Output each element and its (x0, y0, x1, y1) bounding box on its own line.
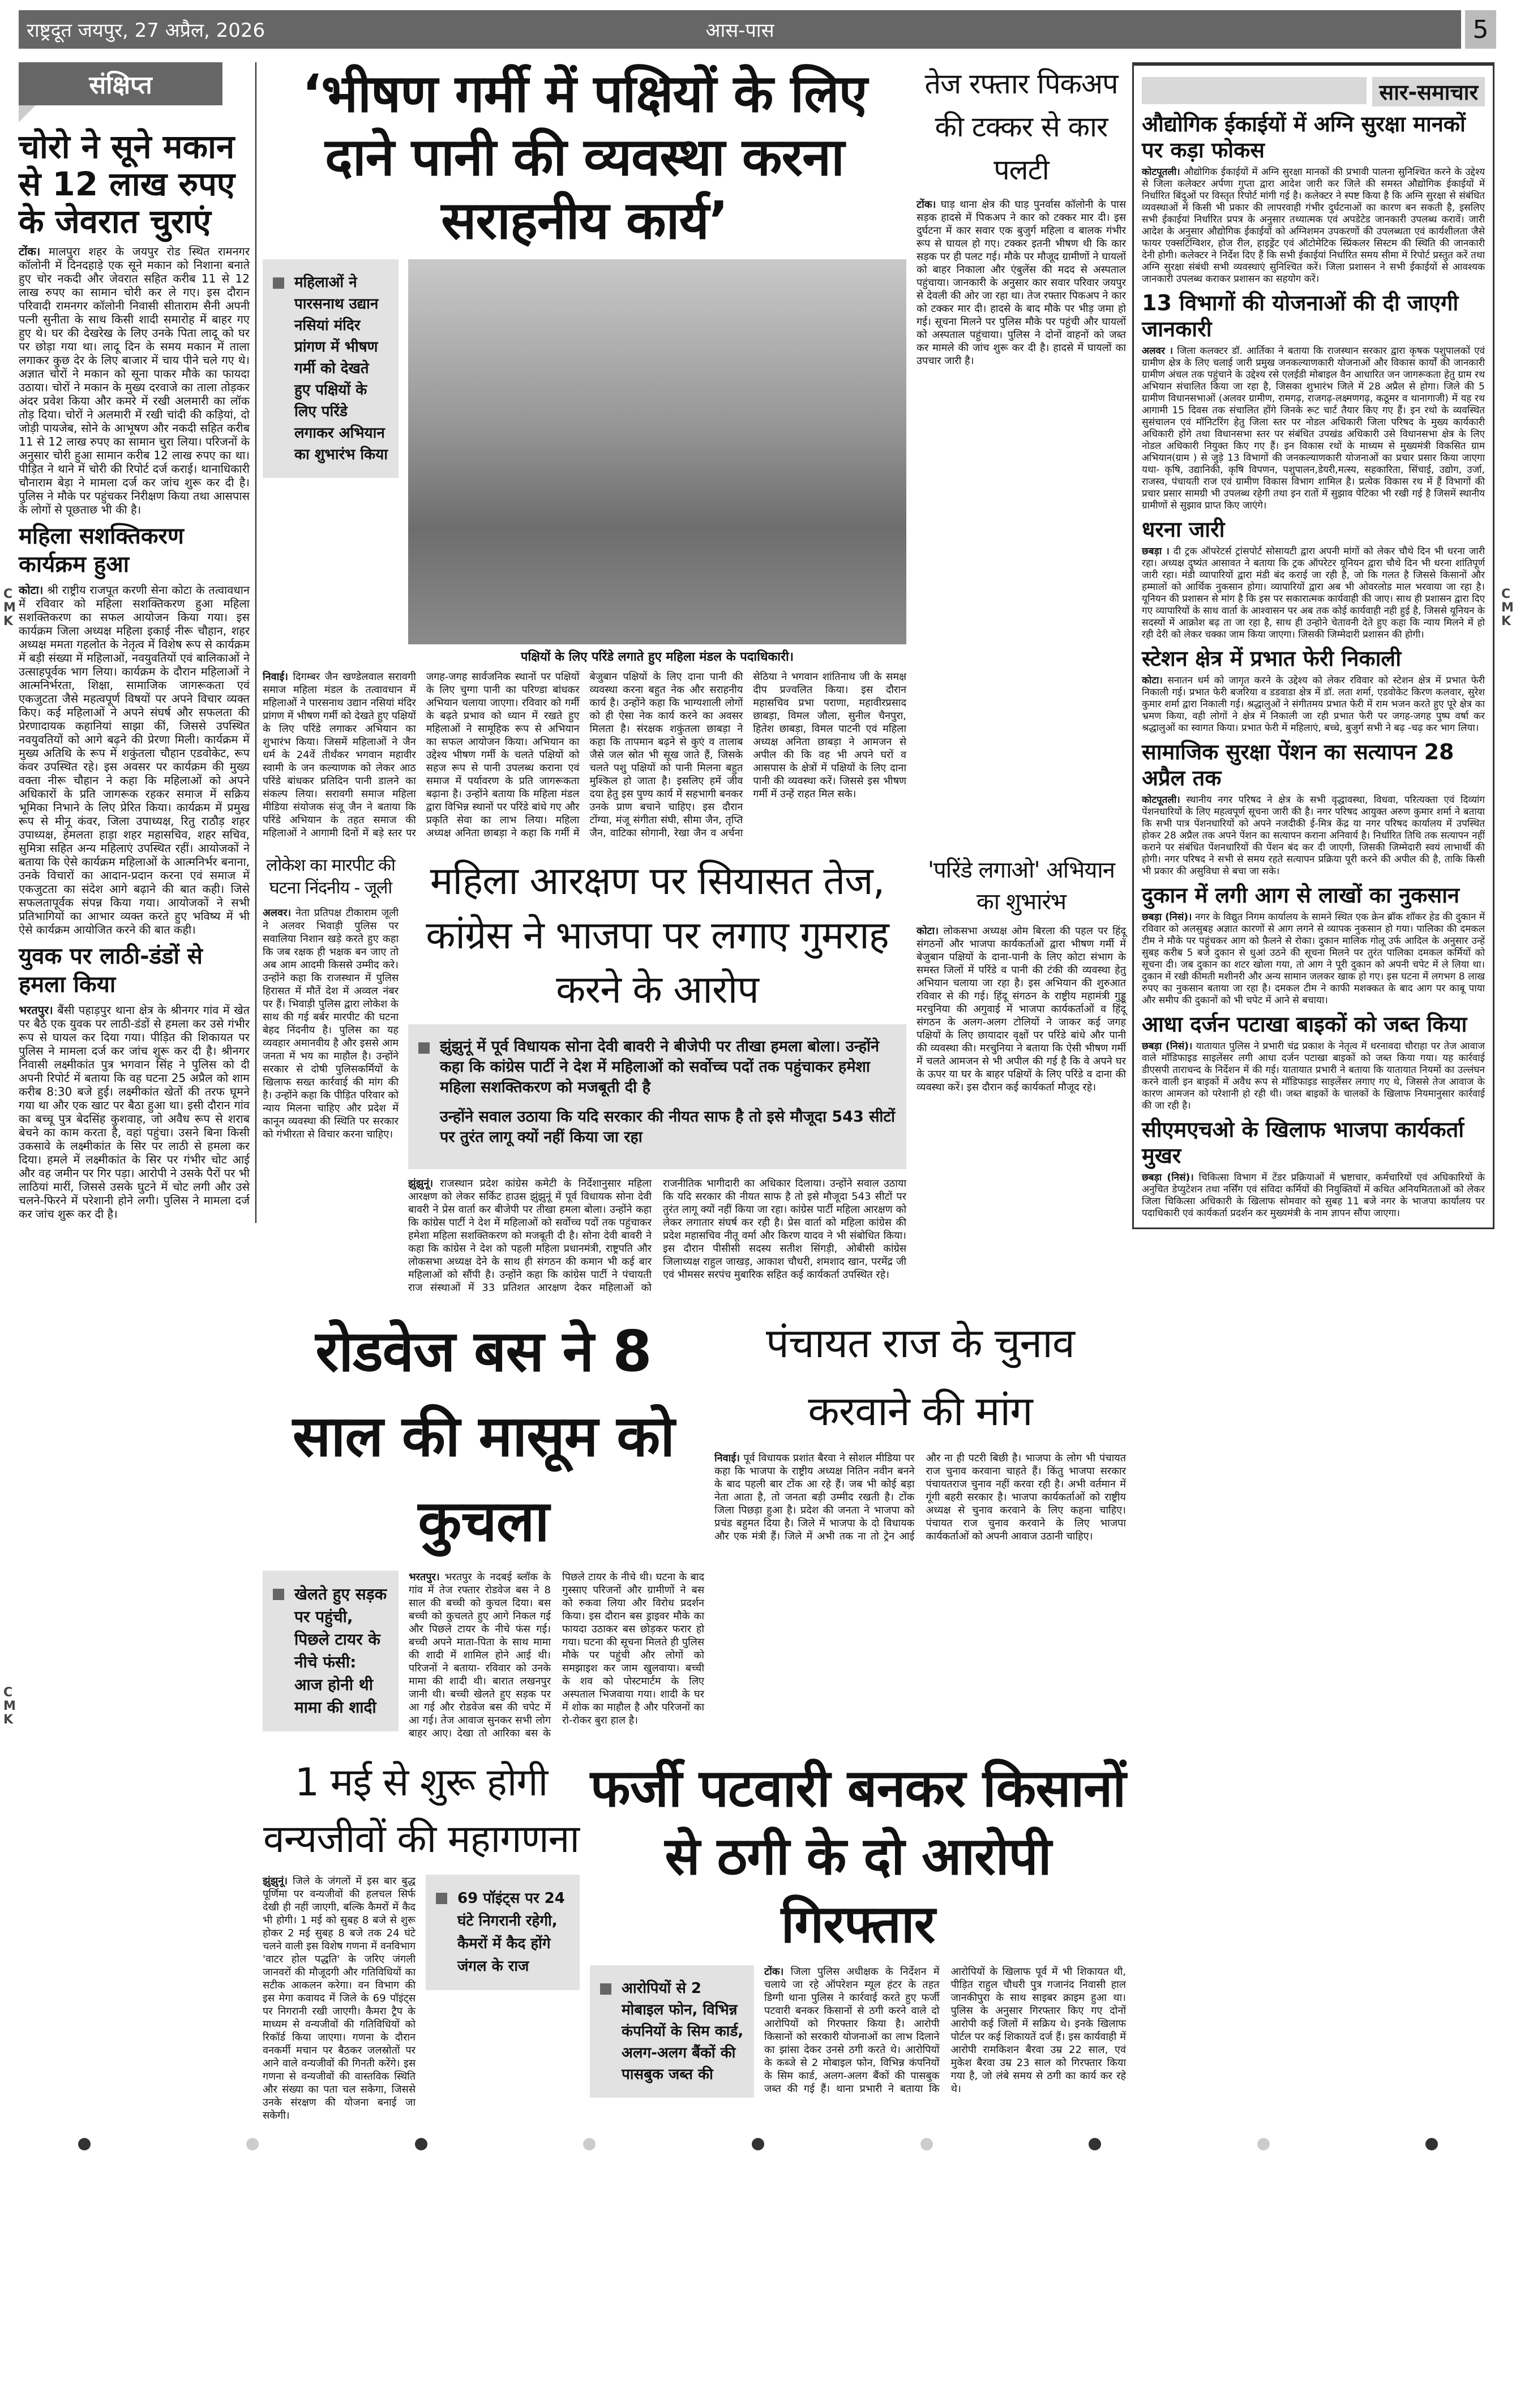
headline: स्टेशन क्षेत्र में प्रभात फेरी निकाली (1142, 646, 1402, 671)
brief-tag: संक्षिप्त (19, 62, 222, 105)
quote-bullet: उन्होंने सवाल उठाया कि यदि सरकार की नीयत साफ है तो इसे मौजूदा 543 सीटों पर तुरंत लागू क्यों नहीं किया जा रहा (440, 1108, 896, 1146)
headline: चोरो ने सूने मकान से 12 लाख रुपए के जेवरात चुराएं (19, 127, 235, 241)
row-wildlife (263, 1755, 1126, 2124)
brief-article (1142, 1011, 1485, 1112)
article-body: टोंक। घाड़ थाना क्षेत्र की घाड़ पुनर्वास कॉलोनी के पास सड़क हादसे में पिकअप ने कार को टक्कर मार दी। इस दुर्घटना में कार सवार एक बुजुर्ग महिला व बालक गंभीर रूप से घायल हो गए। टक्कर इतनी भीषण थी कि कार सड़क पर ही पलट गई। मौके पर मौजूद ग्रामीणों ने घायलों को बाहर निकाला और एंबुलेंस की मदद से अस्पताल पहुंचाया। जानकारी के अनुसार कार सवार परिवार जयपुर से देवली की ओर जा रहा था। तेज रफ्तार पिकअप ने कार को टक्कर मार दी। हादसे के बाद मौके पर भीड़ जमा हो गई। सूचना मिलने पर पुलिस मौके पर पहुंची और घायलों को अस्पताल पहुंचाया। पुलिस ने दोनों वाहनों को जब्त कर मामले की जांच शुरू कर दी है। हादसे में घायलों का उपचार जारी है। (917, 199, 1126, 367)
article-roadways (263, 1309, 704, 1740)
page-header (19, 10, 1461, 49)
article-body: अलवर। नेता प्रतिपक्ष टीकाराम जूली ने अलवर भिवाड़ी पुलिस पर सवालिया निशान खड़े करते हुए कहा कि जब रक्षक ही भक्षक बन जाए तो अब आम आदमी किससे उम्मीद करे। उन्होंने कहा कि राजस्थान में पुलिस हिरासत में मौतें देश में अव्वल नंबर पर हैं। भिवाड़ी पुलिस द्वारा लोकेश के साथ की गई बर्बर मारपीट की घटना बेहद निंदनीय है। पुलिस का यह व्यवहार अमानवीय है और इससे आम जनता में भय का माहौल है। उन्होंने सरकार से दोषी पुलिसकर्मियों के खिलाफ सख्त कार्रवाई की मांग की है। उन्होंने कहा कि पीड़ित परिवार को न्याय मिलना चाहिए और प्रदेश में कानून व्यवस्था की स्थिति पर सरकार को गंभीरता से विचार करना चाहिए। (263, 907, 399, 1140)
brief-article (1142, 645, 1485, 734)
dot (752, 2138, 764, 2150)
row-congress (263, 854, 1126, 1294)
tag-tail (19, 105, 36, 122)
panchayat-headline: पंचायत राज के चुनाव करवाने की मांग (766, 1319, 1074, 1435)
brief-article (1142, 516, 1485, 641)
article-body: कोटा। सनातन धर्म को जागृत करने के उद्देश्य को लेकर रविवार को स्टेशन क्षेत्र में प्रभात फेरी निकाली गई। प्रभात फेरी बजरिया व डडवाडा क्षेत्र में डॉ. लता शर्मा, एडवोकेट किरण कलवार, सुरेश कुमार शर्मा द्वारा निकाली गई। श्रद्धालुओं ने संगीतमय प्रभात फेरी में राम भजन करते हुए पूरे क्षेत्र का भ्रमण किया, वही लोगों ने क्षेत्र में निकाली जा रही प्रभात फेरी पर जगह-जगह पुष्प वर्षा कर श्रद्धालुओं का स्वागत किया। प्रभात फेरी में महिलाएं, बच्चे, बुजुर्ग सभी ने बढ़ -चढ़ कर भाग लिया। (1142, 675, 1485, 734)
patwari-pull-quote: आरोपियों से 2 मोबाइल फोन, विभिन्न कंपनियों के सिम कार्ड, अलग-अलग बैंकों की पासबुक जब्त की (590, 1965, 754, 2098)
brief-header (1142, 77, 1485, 106)
article-body: कोटपूतली। स्थानीय नगर परिषद ने क्षेत्र के सभी वृद्धावस्था, विधवा, परित्यक्ता एवं दिव्यांग पेंशनधारियों के लिए महत्वपूर्ण सूचना जारी की है। नगर परिषद आयुक्त अरुण कुमार शर्मा ने बताया कि सभी पात्र पेंशनधारियों को अपने नजदीकी ई-मित्र केंद्र या नगर परिषद कार्यालय में उपस्थित होकर 28 अप्रैल तक अपने पेंशन का सत्यापन कराना अनिवार्य है। निर्धारित तिथि तक सत्यापन नहीं कराने पर संबंधित पेंशनधारियों की पेंशन बंद कर दी जाएगी, जिसकी जिम्मेदारी स्वयं लाभार्थी की होगी। नगर परिषद ने सभी से समय रहते सत्यापन प्रक्रिया पूरी करने की अपील की है, ताकि किसी भी प्रकार की असुविधा से बचा जा सके। (1142, 794, 1485, 877)
dot (1089, 2138, 1101, 2150)
article-body: कोटा। लोकसभा अध्यक्ष ओम बिरला की पहल पर हिंदू संगठनों और भाजपा कार्यकर्ताओं द्वारा भीषण गर्मी में बेजुबान पक्षियों के दाना-पानी के लिए कोटा संभाग के समस्त जिलों में परिंडे व पानी की टंकी की व्यवस्था हेतु अभियान चलाया जा रहा है। इस अभियान की शुरुआत रविवार से की गई। हिंदू संगठन के राष्ट्रीय महामंत्री गुड्डू मरचुनिया की अगुवाई में भाजपा कार्यकर्ताओं व हिंदू संगठन के अलग-अलग टोलियों ने जाकर कई जगह पक्षियों के लिए छायादार वृक्षों पर परिंडे बांधे और पानी की व्यवस्था की। मरचुनिया ने बताया कि ऐसी भीषण गर्मी में चलते आमजन से भी अपील की गई है कि वे अपने घर के ऊपर या घर के बाहर पक्षियों के लिए परिंडे व दाना की व्यवस्था करें। इस दौरान कई कार्यकर्ता मौजूद रहे। (917, 925, 1126, 1093)
page-header-bar (19, 10, 1496, 49)
patwari-layout (590, 1965, 1126, 2098)
brief-article (1142, 882, 1485, 1007)
headline: धरना जारी (1142, 517, 1225, 542)
dot (78, 2138, 91, 2150)
article-wildlife (263, 1755, 580, 2124)
brief-article (1142, 1117, 1485, 1220)
headline: सीएमएचओ के खिलाफ भाजपा कार्यकर्ता मुखर (1142, 1117, 1464, 1168)
page-body (19, 62, 1516, 2124)
roadways-body: भरतपुर। भरतपुर के नदबई ब्लॉक के गांव में तेज रफ्तार रोडवेज बस ने 8 साल की बच्ची को कुचल दिया। बस बच्ची को कुचलते हुए आगे निकल गई और पिछले टायर के नीचे फंस गई। बच्ची अपने माता-पिता के साथ मामा की शादी में शामिल होने आई थी। परिजनों ने बताया- रविवार को उनके मामा की शादी थी। बारात लखनपुर जानी थी। बच्ची खेलते हुए सड़क पर आ गई और रोडवेज बस की चपेट में आ गई। तेज आवाज सुनकर सभी लोग बाहर आए। देखा तो आरिका बस के पिछले टायर के नीचे थी। घटना के बाद गुस्साए परिजनों और ग्रामीणों ने बस को रुकवा लिया और विरोध प्रदर्शन किया। इस दौरान बस ड्राइवर मौके का फायदा उठाकर बस छोड़कर फरार हो गया। घटना की सूचना मिलते ही पुलिस मौके पर पहुंची और लोगों को समझाइश कर जाम खुलवाया। बच्ची के शव को पोस्टमार्टम के लिए अस्पताल भिजवाया गया। शादी के घर में शोक का माहौल है और परिजनों का रो-रोकर बुरा हाल है। (409, 1571, 704, 1739)
article-body: भरतपुर। बैंसी पहाड़पुर थाना क्षेत्र के श्रीनगर गांव में खेत पर बैठे एक युवक पर लाठी-डंडों से हमला कर उसे गंभीर रूप से घायल कर दिया गया। पीड़ित की शिकायत पर पुलिस ने मामला दर्ज कर जांच शुरू कर दी है। श्रीनगर निवासी लक्ष्मीकांत पुत्र भगवान सिंह ने पुलिस को दी अपनी रिपोर्ट में बताया कि वह घटना 25 अप्रैल को शाम करीब 8:30 बजे हुई। लक्ष्मीकांत खेतों की तरफ घूमने गया था और एक खाट पर बैठा हुआ था। इसी दौरान गांव का बच्चू पुत्र बेदसिंह कुशवाह, जो अवैध रूप से शराब बेचने का काम करता है, वहां पहुंचा। उसने बिना किसी उकसावे के लक्ष्मीकांत के सिर पर लाठी से हमला कर दिया। हमले में लक्ष्मीकांत के सिर पर गंभीर चोट आई और वह जमीन पर गिर पड़ा। आरोपी ने उसके पैरों पर भी लाठियां मारीं, जिससे उसके घुटने में चोट लगी और उसे चलने-फिरने में परेशानी होने लगी। पुलिस ने मामला दर्ज कर जांच शुरू कर दी है। (19, 1003, 250, 1221)
headline: सामाजिक सुरक्षा पेंशन का सत्यापन 28 अप्रैल तक (1142, 739, 1454, 790)
lead-headline: ‘भीषण गर्मी में पक्षियों के लिए दाने पानी की व्यवस्था करना सराहनीय कार्य’ (302, 63, 867, 251)
congress-split (263, 854, 906, 1294)
row-lead (263, 62, 1126, 840)
brief-column (19, 62, 256, 1223)
article-body: छबड़ा । दी ट्रक ऑपरेटर्स ट्रांसपोर्ट सोसायटी द्वारा अपनी मांगों को लेकर चौथे दिन भी धरना जारी रहा। अध्यक्ष दुष्यंत आसावत ने बताया कि ट्रक ऑपरेटर यूनियन द्वारा चौथे दिन भी धरना शांतिपूर्ण जारी रहा। मंडी व्यापारियों द्वारा मंडी बंद कराई जा रही है, जो कि गलत है जिससे किसानों और हम्मालों को आर्थिक नुकसान होगा। व्यापारियों द्वारा अब भी ओवरलोड माल भरवाया जा रहा है। यूनियन की प्रशासन से मांग है कि इस पर सकारात्मक कार्यवाही की जाए। साथ ही प्रशासन द्वारा दिए गए व्यापारियों के साथ वार्ता के आश्वासन पर अब तक कोई कार्यवाही नही हुई है, जिससे यूनियन के सदस्यों में आक्रोश बढ़ ता जा रहा है, साथ ही उन्होने चेतावनी देते हुए कहा कि न्याय मिलने में हो रही देरी को लेकर चक्का जाम किया जाएगा। जिसकी जिम्मेदारी प्रशासन की होगी। (1142, 546, 1485, 640)
brief-list (1142, 111, 1485, 1220)
lead-photo-block (408, 259, 906, 670)
page-number: 5 (1465, 10, 1496, 49)
cmyk-mark: C M K (3, 587, 16, 628)
registration-dots (0, 2138, 1516, 2150)
headline: औद्योगिक ईकाईयों में अग्नि सुरक्षा मानकों पर कड़ा फोकस (1142, 112, 1466, 162)
article-congress (408, 854, 906, 1294)
patwari-headline: फर्जी पटवारी बनकर किसानों से ठगी के दो आरोपी गिरफ्तार (590, 1758, 1126, 1954)
dot (415, 2138, 427, 2150)
section-title: आस-पास (705, 19, 774, 42)
roadways-layout (263, 1571, 704, 1740)
article-assault (19, 942, 250, 1221)
headline: 'परिंडे लगाओ' अभियान का शुभारंभ (928, 857, 1115, 915)
headline: लोकेश का मारपीट की घटना निंदनीय - जूली (266, 856, 395, 898)
roadways-headline: रोडवेज बस ने 8 साल की मासूम को कुचला (292, 1318, 675, 1554)
quote-bullet: झुंझुनूं में पूर्व विधायक सोना देवी बावरी ने बीजेपी पर तीखा हमला बोला। उन्होंने कहा कि कांग्रेस पार्टी ने देश में महिलाओं को सर्वोच्च पदों तक पहुंचाकर हमेशा महिला सशक्तिकरण को मजबूती दी है (440, 1038, 880, 1096)
article-theft (19, 128, 250, 516)
row-roadways (263, 1309, 1126, 1740)
center-area (263, 62, 1126, 2124)
panchayat-body: निवाई। पूर्व विधायक प्रशांत बैरवा ने सोशल मीडिया पर कहा कि भाजपा के राष्ट्रीय अध्यक्ष नितिन नवीन बनने के बाद पहली बार टोंक आ रहे हैं। जब भी कोई बड़ा नेता आता है, तो जनता बड़ी उम्मीद रखती है। टोंक जिला पिछड़ा हुआ है। प्रदेश की जनता ने भाजपा को प्रचंड बहुमत दिया है। जिले में भाजपा के दो विधायक और एक मंत्री हैं। जिले में अभी तक ना तो ट्रेन आई और ना ही पटरी बिछी है। भाजपा के लोग भी पंचायत राज चुनाव करवाना चाहते हैं। किंतु भाजपा सरकार पंचायतराज चुनाव नहीं करवा रही है। अभी वर्तमान में गूंगी बहरी सरकार है। भाजपा कार्यकर्ताओं को राष्ट्रीय अध्यक्ष से चुनाव करवाने के लिए कहना चाहिए। पंचायत राज चुनाव करवाने के लिए भाजपा कार्यकर्ताओं को अपनी आवाज उठानी चाहिए। (714, 1452, 1126, 1542)
brief-article (1142, 739, 1485, 878)
dot (246, 2138, 259, 2150)
article-body: कोटपूतली। औद्योगिक ईकाईयों में अग्नि सुरक्षा मानकों की प्रभावी पालना सुनिश्चित करने के उद्देश्य से जिला कलेक्टर अर्पणा गुप्ता द्वारा आदेश जारी कर जिले की समस्त औद्योगिक ईकाईयों में निर्धारित बिंदुओं पर विस्तृत रिपोर्ट मांगी गई है। कलेक्टर ने स्पष्ट किया है कि अग्नि सुरक्षा से संबंधित व्यवस्थाओं में किसी भी प्रकार की लापरवाही गंभीर दुर्घटनाओं का कारण बन सकती है, इसलिए सभी ईकाईयां निर्धारित प्रपत्र के अनुसार तथ्यात्मक एवं अपडेटेड जानकारी उपलब्ध करावें। जारी आदेश के अनुसार औद्योगिक ईकाईयों को अग्निशमन उपकरणों की उपलब्धता एवं कार्यशीलता जैसे फायर एक्सटिंग्विशर, होज रील, हाइड्रेंट एवं ऑटोमेटिक स्प्रिंकलर सिस्टम की स्थिति की जानकारी देनी होगी। कलेक्टर ने निर्देश दिए हैं कि सभी ईकाईयां निर्धारित समय सीमा में रिपोर्ट प्रस्तुत करें तथा अग्नि सुरक्षा संबंधी सभी व्यवस्थाएं सुनिश्चित करें। जिला प्रशासन ने सभी ईकाईयों से आवश्यक जानकारी उपलब्ध कराकर प्रशासन का सहयोग करें। (1142, 166, 1485, 285)
article-body: अलवर । जिला कलक्टर डॉ. आर्तिका ने बताया कि राजस्थान सरकार द्वारा कृषक पशुपालकों एवं ग्रामीण क्षेत्र के लिए चलाई जारी प्रमुख जनकल्याणकारी योजनाओं और विकास कार्यों की जानकारी ग्रामीण अंचल तक पहुंचाने के उद्देश्य रसे एलईडी मोबाइल वैन आधारित जन जागरूकता हेतु ग्राम रथ अभियान संचालित किया जा रहा है, जिसका शुभारंभ जिले में 28 अप्रैल से होगा। जिले की 5 ग्रामीण विधानसभाओं (अलवर ग्रामीण, रामगढ़, राजगढ़-लक्ष्मणगढ़, कठूमर व थानागाजी) में यह रथ आगामी 15 दिवस तक संचालित होंगे जिनके रूट चार्ट तैयार किए गए हैं। इन रथो के व्यवस्थित सुसंचालन एवं मॉनिटरिंग हेतु जिला स्तर पर नोडल अधिकारी जिला परिषद के मुख्य कार्यकारी अधिकारी होंगे तथा विधानसभा स्तर पर संबंधित उपखंड अधिकारी उसे विधानसभा क्षेत्र के लिए नोडल अधिकारी नियुक्त किए गए हैं। इन विकास रथों के माध्यम से मुख्यमंत्री विकसित ग्राम अभियान(ग्राम ) से जुड़े 13 विभागों की जनकल्याणकारी योजनाओं का प्रचार प्रसार किया जाएगा यथा- कृषि, उद्यानिकी, कृषि विपणन, पशुपालन,डेयरी,मत्स्य, सहकारिता, सिंचाई, उद्योग, उर्जा, राजस्व, पंचायती राज एवं ग्रामीण विकास विभाग शामिल है। प्रत्येक विकास रथ में हैं विभागों की प्रचार प्रसार सामग्री भी उपलब्ध रहेगी तथा इन रातों में सुझाव पेटिका भी रखी गई है जिसमें स्थानीय ग्रामीणों से सुझाव प्राप्त किए जाएंगे। (1142, 345, 1485, 511)
wildlife-headline: 1 मई से शुरू होगी वन्यजीवों की महागणना (263, 1760, 580, 1862)
headline: तेज रफ्तार पिकअप की टक्कर से कार पलटी (924, 67, 1118, 186)
cmyk-mark: C M K (1501, 587, 1514, 628)
congress-headline: महिला आरक्षण पर सियासत तेज, कांग्रेस ने भाजपा पर लगाए गुमराह करने के आरोप (426, 859, 889, 1012)
dot (1257, 2138, 1270, 2150)
article-parinde (917, 854, 1126, 1096)
wildlife-body: झुंझुनूं। जिले के जंगलों में इस बार बुद्ध पूर्णिमा पर वन्यजीवों की हलचल सिर्फ देखी ही नहीं जाएगी, बल्कि कैमरों में कैद भी होगी। 1 मई को सुबह 8 बजे से शुरू होकर 2 मई सुबह 8 बजे तक 24 घंटे चलने वाली इस विशेष गणना में वनविभाग 'वाटर होल पद्धति' के जरिए जंगली जानवरों की मौजूदगी और गतिविधियों का सटीक आकलन करेगा। वन विभाग की इस मेगा कवायद में जिले के 69 पॉइंट्स पर निगरानी रखी जाएगी। कैमरा ट्रैप के माध्यम से वन्यजीवों की गतिविधियों को रिकॉर्ड किया जाएगा। गणना के दौरान वनकर्मी मचान पर बैठकर जलस्रोतों पर आने वाले वन्यजीवों की गिनती करेंगे। इस गणना से वन्यजीवों की वास्तविक स्थिति और संख्या का पता चल सकेगा, जिससे उनके संरक्षण की योजना बनाई जा सकेगी। (263, 1875, 416, 2122)
dot (583, 2138, 596, 2150)
lead-pull-quote: महिलाओं ने पारसनाथ उद्यान नसियां मंदिर प्रांगण में भीषण गर्मी को देखते हुए पक्षियों के लिए परिंडे लगाकर अभियान का शुभारंभ किया (263, 259, 399, 478)
lead-media (263, 259, 906, 670)
photo-caption: पक्षियों के लिए परिंडे लगाते हुए महिला मंडल के पदाधिकारी। (520, 650, 794, 664)
headline: दुकान में लगी आग से लाखों का नुकसान (1142, 883, 1459, 908)
lead-body: निवाई। दिगम्बर जैन खण्डेलवाल सरावगी समाज महिला मंडल के तत्वावधान में महिलाओं ने पारसनाथ उद्यान नसियां मंदिर प्रांगण में भीषण गर्मी को देखते हुए पक्षियों के लिए परिंडे लगाकर अभियान का शुभारंभ किया। जिसमें महिलाओं ने जैन धर्म के 24वें तीर्थंकर भगवान महावीर स्वामी के जन कल्याणक को लेकर आठ परिंडे बांधकर प्रतिदिन पानी डालने का संकल्प लिया। सरावगी समाज महिला मीडिया संयोजक संजू जैन ने बताया कि परिंडे अभियान के तहत समाज की महिलाओं ने आगामी दिनों में बड़े स्तर पर जगह-जगह सार्वजनिक स्थानों पर पक्षियों के लिए चुग्गा पानी का परिण्डा बांधकर अभियान चलाया जाएगा। रविवार को गर्मी के बढ़ते प्रभाव को ध्यान में रखते हुए महिलाओं ने सामूहिक रूप से अभियान का सफल आयोजन किया। अभियान का उद्देश्य भीषण गर्मी के चलते पक्षियों को सहज रूप से पानी उपलब्ध कराना एवं समाज में पर्यावरण के प्रति जागरूकता बढ़ाना है। उन्होंने बताया कि महिला मंडल द्वारा विभिन्न स्थानों पर परिंडे बांधे गए और प्रकृति सेवा का लाभ लिया। महिला अध्यक्ष अनिता छाबड़ा ने कहा कि गर्मी में बेजुबान पक्षियों के लिए दाना पानी की व्यवस्था करना बहुत नेक और सराहनीय कार्य है। उन्होंने कहा कि भाग्यशाली लोगों को ही ऐसा नेक कार्य करने का अवसर मिलता है। संरक्षक शकुंतला छाबड़ा ने कहा कि तापमान बढ़ने से कुएं व तालाब जैसे जल स्रोत भी सूख जाते हैं, जिसके चलते पशु पक्षियों को पानी मिलना बहुत मुश्किल हो जाता है। इसलिए हमें जीव दया हेतु इस पुण्य कार्य में सहभागी बनकर उनके प्राण बचाने चाहिए। इस दौरान टोंग्या, मंजू संगीता संघी, सीमा जैन, तृप्ति जैन, वाटिका सोगानी, रेखा जैन व अर्चना सेठिया ने भगवान शांतिनाथ जी के समक्ष दीप प्रज्वलित किया। इस दौरान महासचिव प्रभा पराणा, महावीरप्रसाद छाबड़ा, विमल जौला, सुनील चैनपुरा, हितेश छाबड़ा, विमल पाटनी एवं महिला अध्यक्ष अनिता छाबड़ा ने आमजन से अपील की कि वह भी अपने घरों व आसपास के क्षेत्रों में पक्षियों के लिए दाना पानी की व्यवस्था करें। जिससे इस भीषण गर्मी में उन्हें राहत मिल सके। (263, 671, 906, 839)
congress-pull-quote (408, 1024, 906, 1169)
headline: 13 विभागों की योजनाओं की दी जाएगी जानकारी (1142, 290, 1459, 341)
article-body: छबड़ा (निसं)। चिकित्सा विभाग में टेंडर प्रक्रियाओं में भ्रष्टाचार, कर्मचारियों एवं अधिकारियों के अनुचित डेप्युटेशन तथा नर्सिंग एवं संविदा कर्मियों की नियुक्तियों में कथित अनियमितताओं को लेकर जिला चिकित्सा अधिकारी के खिलाफ सोमवार को सुबह 11 बजे नगर के भाजपा कार्यालय पर पदाधिकारी एवं कार्यकर्ता प्रदर्शन कर मुख्यमंत्री के नाम ज्ञापन सौंपा जाएगा। (1142, 1172, 1485, 1219)
congress-body: झुंझुनूं। राजस्थान प्रदेश कांग्रेस कमेटी के निर्देशानुसार महिला आरक्षण को लेकर सर्किट हाउस झुंझुनूं में पूर्व विधायक सोना देवी बावरी ने प्रेस वार्ता कर बीजेपी पर तीखा हमला बोला। उन्होंने कहा कि कांग्रेस पार्टी ने देश में महिलाओं को सर्वोच्च पदों तक पहुंचाकर हमेशा महिला सशक्तिकरण को मजबूती दी है। सोना देवी बावरी ने कहा कि कांग्रेस ने देश को पहली महिला प्रधानमंत्री, राष्ट्रपति और लोकसभा अध्यक्ष देने के साथ ही संगठन की कमान भी कई बार महिलाओं को सौंपी है। उन्होंने कहा कि कांग्रेस पार्टी ने पंचायती राज संस्थाओं में 33 प्रतिशत आरक्षण देकर महिलाओं को राजनीतिक भागीदारी का अधिकार दिलाया। उन्होंने सवाल उठाया कि यदि सरकार की नीयत साफ है तो इसे मौजूदा 543 सीटों पर तुरंत लागू क्यों नहीं किया जा रहा। कांग्रेस पार्टी महिला आरक्षण को लेकर लगातार संघर्ष कर रही है। प्रेस वार्ता को महिला कांग्रेस की प्रदेश महासचिव नीतू वर्मा और किरण यादव ने भी संबोधित किया। इस दौरान पीसीसी सदस्य सतीश सिंगड़ी, ओबीसी कांग्रेस जिलाध्यक्ष राहुल जाखड़, आकाश चौधरी, शमशाद खान, परमेंद्र जी एवं भीमसर सरपंच मुबारिक सहित कई कार्यकर्ता उपस्थित रहे। (408, 1178, 906, 1294)
paper-date: राष्ट्रदूत जयपुर, 27 अप्रैल, 2026 (27, 19, 265, 42)
article-lead (263, 62, 906, 840)
headline: महिला सशक्तिकरण कार्यक्रम हुआ (19, 523, 184, 578)
brief-tag: सार-समाचार (1372, 77, 1485, 106)
article-body: छबड़ा (निसं)। यातायात पुलिस ने प्रभारी चंद्र प्रकाश के नेतृत्व में धरनावदा चौराहा पर तेज आवाज वाले मॉडिफाइड साइलेंसर लगी आधा दर्जन पटाखा बाइकों को जब्त किया गया। यह कार्रवाई डीएसपी ताराचन्द के निर्देशन में की गई। यातायात प्रभारी ने बताया कि यातायात नियमों का उल्लंघन करने वाली इन बाइकों में अवैध रूप से मॉडिफाइड साइलेंसर लगाए गए थे, जिससे तेज आवाज के कारण आमजन को परेशानी हो रही थी। जब्त बाइकों के चालकों के खिलाफ नियमानुसार कार्रवाई की जा रही है। (1142, 1041, 1485, 1111)
patwari-body: टोंक। जिला पुलिस अधीक्षक के निर्देशन में चलाये जा रहे ऑपरेशन म्यूल हंटर के तहत डिग्गी थाना पुलिस ने कार्रवाई करते हुए फर्जी पटवारी बनकर किसानों से ठगी करने वाले दो आरोपियों को गिरफ्तार किया है। आरोपी किसानों को सरकारी योजनाओं का लाभ दिलाने का झांसा देकर उनसे ठगी करते थे। आरोपियों के कब्जे से 2 मोबाइल फोन, विभिन्न कंपनियों के सिम कार्ड, अलग-अलग बैंकों की पासबुक जब्त की गई हैं। थाना प्रभारी ने बताया कि आरोपियों के खिलाफ पूर्व में भी शिकायत थी, पीड़ित राहुल चौधरी पुत्र गजानंद निवासी हाल जानकीपुरा के साथ साइबर क्राइम हुआ था। पुलिस के अनुसार गिरफ्तार किए गए दोनों आरोपी कई जिलों में सक्रिय थे। इनके खिलाफ पोर्टल पर कई शिकायतें दर्ज हैं। इस कार्यवाही में आरोपी रामकिशन बैरवा उम्र 22 साल, एवं मुकेश बैरवा उम्र 23 साल को गिरफ्तार किया गया है, जो लंबे समय से ठगी का कार्य कर रहे थे। (764, 1966, 1126, 2095)
roadways-pull-quote: खेलते हुए सड़क पर पहुंची, पिछले टायर के नीचे फंसी: आज होनी थी मामा की शादी (263, 1571, 399, 1731)
lead-photo (408, 259, 906, 644)
dot (920, 2138, 933, 2150)
article-body: छबड़ा (निसं)। नगर के विद्युत निगम कार्यालय के सामने स्थित एक क्रेन ब्रॉक शॉकर हेड की दुकान में रविवार को अलसुबह अज्ञात कारणों से आग लगने से व्यापक नुकसान हो गया। पालिका की दमकल टीम ने मौके पर पहुंचकर आग को फ़ैलने से रोका। दुकान मालिक गोलू उर्फ आदिल के अनुसार उन्हें सुबह करीब 5 बजे दुकान से धुआं उठने की सूचना मिलने पर तुरंत पालिका दमकल कर्मियों को सूचना दी। जब दुकान का शटर खोला गया, तो आग ने पूरी दुकान को अपनी चपेट में ले लिया था। दुकान में रखी कीमती मशीनरी और अन्य सामान जलकर खाक हो गए। इस घटना में लगभग 8 लाख रुपए का नुकसान बताया जा रहा है। दमकल टीम ने काफी मशक्कत के बाद आग पर काबू पाया और समीप की दुकानों को भी चपेट में आने से बचाया। (1142, 912, 1485, 1006)
news-brief-column (1132, 62, 1494, 1229)
wildlife-pull-quote: 69 पॉइंट्स पर 24 घंटे निगरानी रहेगी, कैमरों में कैद होंगे जंगल के राज (426, 1875, 580, 1990)
article-pickup (917, 62, 1126, 370)
article-lokesh (263, 854, 399, 1143)
brief-article (1142, 111, 1485, 285)
cmyk-mark: C M K (3, 1686, 16, 1727)
article-body: टोंक। मालपुरा शहर के जयपुर रोड स्थित रामनगर कॉलोनी में दिनदहाड़े एक सूने मकान को निशाना बनाते हुए चोर नकदी और जेवरात सहित करीब 11 से 12 लाख रुपए का सामान चोरी कर ले गए। इस दौरान परिवादी रामनगर कॉलोनी निवासी सीताराम सैनी अपनी पत्नी सुनीता के साथ किसी शादी समारोह में बाहर गए हुए थे। घर की देखरेख के लिए उनके पिता लादू को घर पर छोड़ा गया था। लादू दिन के समय मकान में ताला लगाकर कुछ देर के लिए बाजार में चाय पीने चले गए थे। अज्ञात चोरों ने मकान को सूना पाकर मौके का फायदा उठाया। चोरों ने मकान के मुख्य दरवाजे का ताला तोड़कर अंदर प्रवेश किया और कमरे में रखी अलमारी का लॉक तोड़ दिया। चोरों ने अलमारी में रखी चांदी की कड़ियां, दो जोड़ी पायजेब, सोने के आभूषण और नकदी सहित करीब 11 से 12 लाख रुपए का सामान चुरा लिया। परिजनों के अनुसार चोरी हुआ सामान करीब 12 लाख रुपए का था। पीड़ित ने थाने में चोरी की रिपोर्ट दर्ज कराई। थानाधिकारी चौनाराम बेड़ा ने मामला दर्ज कर जांच शुरू कर दी है। पुलिस ने मौके पर पहुंचकर निरीक्षण किया तथा आसपास के लोगों से पूछताछ भी की है। (19, 245, 250, 516)
headline: आधा दर्जन पटाखा बाइकों को जब्त किया (1142, 1012, 1467, 1037)
article-patwari (590, 1755, 1126, 2098)
article-panchayat (714, 1309, 1126, 1544)
article-women-empowerment (19, 522, 250, 936)
brief-article (1142, 290, 1485, 512)
headline: युवक पर लाठी-डंडों से हमला किया (19, 943, 203, 998)
header-bar (1142, 77, 1367, 104)
article-body: कोटा। श्री राष्ट्रीय राजपूत करणी सेना कोटा के तत्वावधान में रविवार को महिला सशक्तिकरण हुआ महिला सशक्तिकरण का सफल आयोजन किया गया। इस कार्यक्रम जिला अध्यक्ष महिला इकाई नीरू चौहान, शहर अध्यक्ष ममता गहलोत के नेतृत्व में विशेष रूप से कार्यक्रम में बड़ी संख्या में महिलाओं, नवयुवतियों एवं बालिकाओं ने उत्साहपूर्वक भाग लिया। कार्यक्रम के दौरान महिलाओं ने आत्मनिर्भरता, शिक्षा, सामाजिक जागरूकता एवं एकजुटता जैसे महत्वपूर्ण विषयों पर अपने विचार व्यक्त किए। कई महिलाओं ने अपने संघर्ष और सफलता की प्रेरणादायक कहानियां साझा कीं, जिससे उपस्थित नवयुवतियों को आगे बढ़ने की प्रेरणा मिली। कार्यक्रम में मुख्य अतिथि के रूप में शकुंतला चौहान एडवोकेट, रूप कंवर उपस्थित रहे। इस अवसर पर कार्यक्रम की मुख्य वक्ता नीरू चौहान ने कहा कि महिलाओं को अपने अधिकारों के प्रति जागरूक रहकर समाज में सक्रिय भूमिका निभाने के लिए प्रेरित किया। कार्यक्रम में प्रमुख रूप से मीनू कंवर, जिला उपाध्यक्ष, रितु राठौड़ शहर उपाध्यक्ष, हेमलता हाड़ा शहर महासचिव, शहर सचिव, सुमित्रा सहित अन्य महिलाएं उपस्थित रहीं। आयोजकों ने बताया कि ऐसे कार्यक्रम महिलाओं के आत्मनिर्भर बनाना, उनके विचारों का आदान-प्रदान करना एवं समाज में एकजुटता का संदेश आगे बढ़ाने की बात कही। जिसे सफलतापूर्वक संपन्न किया गया। आयोजकों ने सभी प्रतिभागियों का आभार व्यक्त करते हुए भविष्य में भी ऐसे कार्यक्रम आयोजित करने की बात कही। (19, 583, 250, 936)
wildlife-layout (263, 1875, 580, 2124)
dot (1425, 2138, 1438, 2150)
